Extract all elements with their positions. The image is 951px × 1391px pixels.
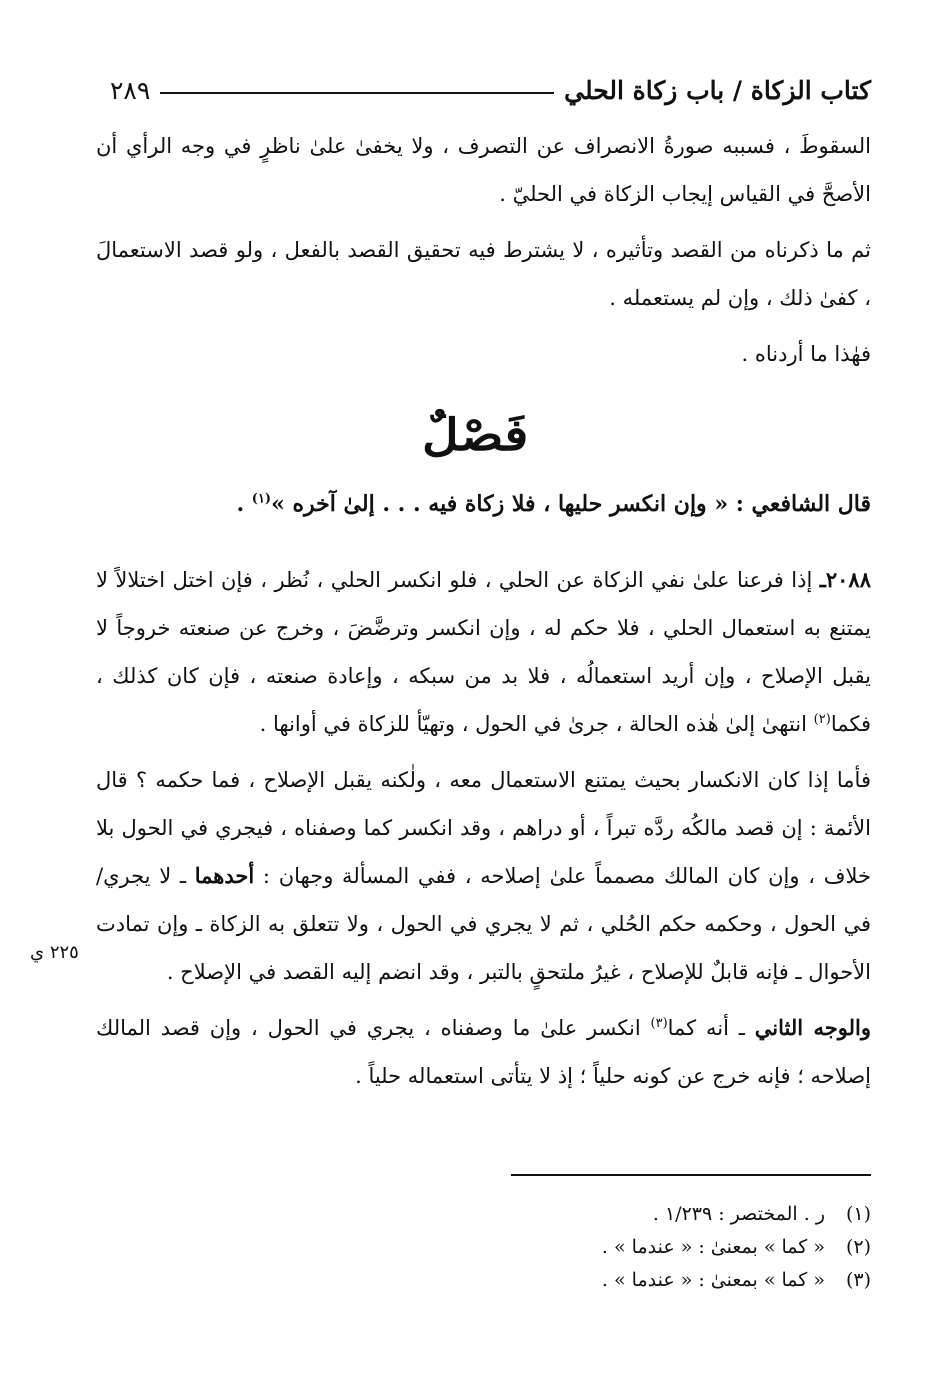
paragraph-broken-repairable <box>96 756 871 996</box>
footnote-text: « كما » بمعنىٰ : « عندما » . <box>601 1269 825 1291</box>
second-view-label: والوجه الثاني <box>754 1015 872 1040</box>
footnote-number: (١) <box>845 1203 871 1225</box>
paragraph-2088-text-a: إذا فرعنا علىٰ نفي الزكاة عن الحلي ، فلو انكسر الحلي ، نُظر ، فإن اختل اختلالاً لا يمتنع به استعمال الحلي ، فلا حكم له ، وإن انكسر وترضَّضَ ، وخرج عن صنعته خروجاً لا يقبل الإصلاح ، وإن أريد استعمالُه ، فلا بد من سبكه ، وإعادة صنعته ، فإن كان كذلك ، فكما <box>96 568 871 736</box>
header-rule <box>160 92 554 94</box>
section-heading-text: فَصْلٌ <box>422 410 529 461</box>
margin-manuscript-note: ٢٢٥ ي <box>30 942 79 963</box>
quote-text: قال الشافعي : « وإن انكسر حليها ، فلا زكاة فيه . . . إلىٰ آخره » <box>271 491 871 517</box>
paragraph-2088 <box>96 556 871 748</box>
footnote-ref-2[interactable]: (٢) <box>813 712 831 727</box>
paragraph-2088-text-b: انتهىٰ إلىٰ هٰذه الحالة ، جرىٰ في الحول ، وتهيّأ للزكاة في أوانها . <box>259 712 814 736</box>
footnote-text: ر . المختصر : ١/٢٣٩ . <box>652 1203 825 1225</box>
page-header <box>110 70 871 110</box>
footnote-text: « كما » بمعنىٰ : « عندما » . <box>601 1236 825 1258</box>
intro-paragraph-2: ثم ما ذكرناه من القصد وتأثيره ، لا يشترط فيه تحقيق القصد بالفعل ، ولو قصد الاستعمالَ ، كفىٰ ذلك ، وإن لم يستعمله . <box>96 238 871 310</box>
footnote-item <box>96 1231 871 1264</box>
footnote-ref-1[interactable]: (١) <box>251 491 272 507</box>
main-text <box>96 556 871 1100</box>
footnote-item <box>96 1198 871 1231</box>
footnotes <box>96 1198 871 1297</box>
footnote-rule <box>511 1174 871 1176</box>
second-view-text-b: انكسر علىٰ ما وصفناه ، يجري في الحول ، وإن قصد المالك إصلاحه ؛ فإنه خرج عن كونه حلياً ؛ إذ لا يتأتى استعماله حلياً . <box>96 1016 871 1088</box>
second-view-text-a: ـ أنه كما <box>667 1016 755 1040</box>
page-number: ٢٨٩ <box>110 75 151 105</box>
first-view-label: أحدهما <box>194 863 255 888</box>
section-heading <box>0 410 951 461</box>
footnote-item <box>96 1264 871 1297</box>
footnote-ref-3[interactable]: (٣) <box>650 1016 668 1031</box>
paragraph-text-a: فأما إذا كان الانكسار بحيث يمتنع الاستعمال معه ، ولٰكنه يقبل الإصلاح ، فما حكمه ؟ قال الأئمة : إن قصد مالكُه ردَّه تبراً ، أو دراهم ، وقد انكسر كما وصفناه ، فيجري في الحول بلا خلاف ، وإن كان المالك مصمماً علىٰ إصلاحه ، ففي المسألة وجهان : <box>96 768 871 888</box>
footnote-number: (٣) <box>845 1269 871 1291</box>
running-title: كتاب الزكاة / باب زكاة الحلي <box>564 75 871 105</box>
paragraph-text-b: ـ لا يجري/ في الحول ، وحكمه حكم الحُلي ، ثم لا يجري في الحول ، ولا تتعلق به الزكاة ـ وإن تمادت الأحوال ـ فإنه قابلٌ للإصلاح ، غيرُ ملتحقٍ بالتبر ، وقد انضم إليه القصد في الإصلاح . <box>96 864 871 984</box>
intro-paragraph-1: السقوطَ ، فسببه صورةُ الانصراف عن التصرف ، ولا يخفىٰ علىٰ ناظرٍ في وجه الرأي أن الأصحَّ في القياس إيجاب الزكاة في الحليّ . <box>96 134 871 206</box>
paragraph-second-view <box>96 1004 871 1100</box>
paragraph-number: ٢٠٨٨ـ <box>819 567 871 592</box>
shafii-quote <box>96 480 871 528</box>
footnote-number: (٢) <box>845 1236 871 1258</box>
quote-end: . <box>236 491 252 517</box>
intro-paragraph-3: فهٰذا ما أردناه . <box>741 342 871 366</box>
intro-text <box>96 122 871 378</box>
